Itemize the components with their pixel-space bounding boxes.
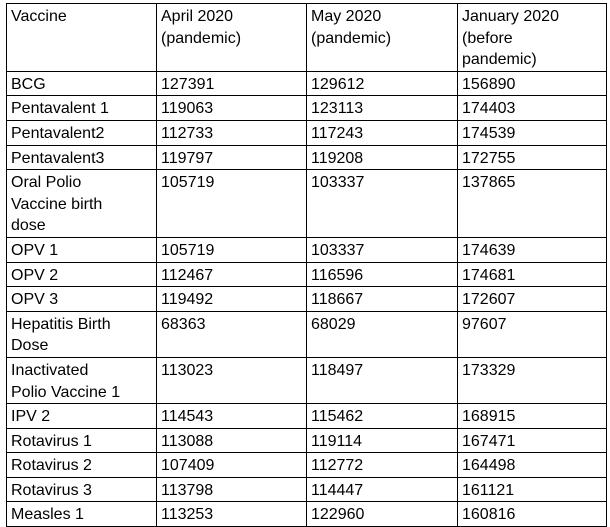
april-value: 68363 — [157, 311, 307, 357]
table-row — [7, 287, 607, 312]
header-may-2020: May 2020 (pandemic) — [307, 4, 458, 72]
table-row — [7, 404, 607, 429]
may-value: 114447 — [307, 477, 458, 502]
january-value: 164498 — [458, 453, 607, 478]
table-row — [7, 311, 607, 357]
may-value: 119114 — [307, 428, 458, 453]
header-row — [7, 4, 607, 72]
may-value: 112772 — [307, 453, 458, 478]
may-value: 115462 — [307, 404, 458, 429]
may-value: 103337 — [307, 170, 458, 238]
table-row — [7, 237, 607, 262]
april-value: 113798 — [157, 477, 307, 502]
table-row — [7, 170, 607, 238]
table-body — [7, 71, 607, 526]
vaccine-name: Measles 1 — [7, 502, 157, 527]
april-value: 113023 — [157, 357, 307, 403]
may-value: 116596 — [307, 262, 458, 287]
april-value: 105719 — [157, 237, 307, 262]
may-value: 103337 — [307, 237, 458, 262]
may-value: 123113 — [307, 96, 458, 121]
january-value: 97607 — [458, 311, 607, 357]
table-row — [7, 357, 607, 403]
header-january-2020: January 2020 (before pandemic) — [458, 4, 607, 72]
vaccine-name: Inactivated Polio Vaccine 1 — [7, 357, 157, 403]
vaccine-name: Oral Polio Vaccine birth dose — [7, 170, 157, 238]
may-value: 117243 — [307, 120, 458, 145]
vaccine-name: OPV 1 — [7, 237, 157, 262]
april-value: 127391 — [157, 71, 307, 96]
vaccine-name: Rotavirus 2 — [7, 453, 157, 478]
table-row — [7, 262, 607, 287]
vaccine-name: Rotavirus 3 — [7, 477, 157, 502]
vaccine-name: BCG — [7, 71, 157, 96]
april-value: 119063 — [157, 96, 307, 121]
may-value: 119208 — [307, 145, 458, 170]
january-value: 174681 — [458, 262, 607, 287]
january-value: 168915 — [458, 404, 607, 429]
table-row — [7, 145, 607, 170]
header-vaccine: Vaccine — [7, 4, 157, 72]
january-value: 160816 — [458, 502, 607, 527]
january-value: 174403 — [458, 96, 607, 121]
january-value: 172607 — [458, 287, 607, 312]
may-value: 118667 — [307, 287, 458, 312]
vaccine-name: OPV 2 — [7, 262, 157, 287]
may-value: 118497 — [307, 357, 458, 403]
april-value: 113088 — [157, 428, 307, 453]
may-value: 129612 — [307, 71, 458, 96]
table-row — [7, 120, 607, 145]
vaccine-name: Pentavalent3 — [7, 145, 157, 170]
april-value: 112467 — [157, 262, 307, 287]
april-value: 114543 — [157, 404, 307, 429]
may-value: 68029 — [307, 311, 458, 357]
january-value: 156890 — [458, 71, 607, 96]
table-row — [7, 428, 607, 453]
table-header — [7, 4, 607, 72]
april-value: 107409 — [157, 453, 307, 478]
january-value: 173329 — [458, 357, 607, 403]
header-april-2020: April 2020 (pandemic) — [157, 4, 307, 72]
january-value: 174639 — [458, 237, 607, 262]
january-value: 161121 — [458, 477, 607, 502]
january-value: 167471 — [458, 428, 607, 453]
vaccine-name: Pentavalent 1 — [7, 96, 157, 121]
table-row — [7, 453, 607, 478]
vaccine-name: Hepatitis Birth Dose — [7, 311, 157, 357]
vaccine-name: IPV 2 — [7, 404, 157, 429]
may-value: 122960 — [307, 502, 458, 527]
table-row — [7, 502, 607, 527]
january-value: 174539 — [458, 120, 607, 145]
april-value: 119797 — [157, 145, 307, 170]
table-row — [7, 477, 607, 502]
april-value: 105719 — [157, 170, 307, 238]
vaccine-name: Pentavalent2 — [7, 120, 157, 145]
vaccination-table — [6, 3, 607, 527]
january-value: 172755 — [458, 145, 607, 170]
january-value: 137865 — [458, 170, 607, 238]
table-row — [7, 96, 607, 121]
table-row — [7, 71, 607, 96]
vaccine-name: Rotavirus 1 — [7, 428, 157, 453]
april-value: 119492 — [157, 287, 307, 312]
vaccine-name: OPV 3 — [7, 287, 157, 312]
april-value: 113253 — [157, 502, 307, 527]
april-value: 112733 — [157, 120, 307, 145]
